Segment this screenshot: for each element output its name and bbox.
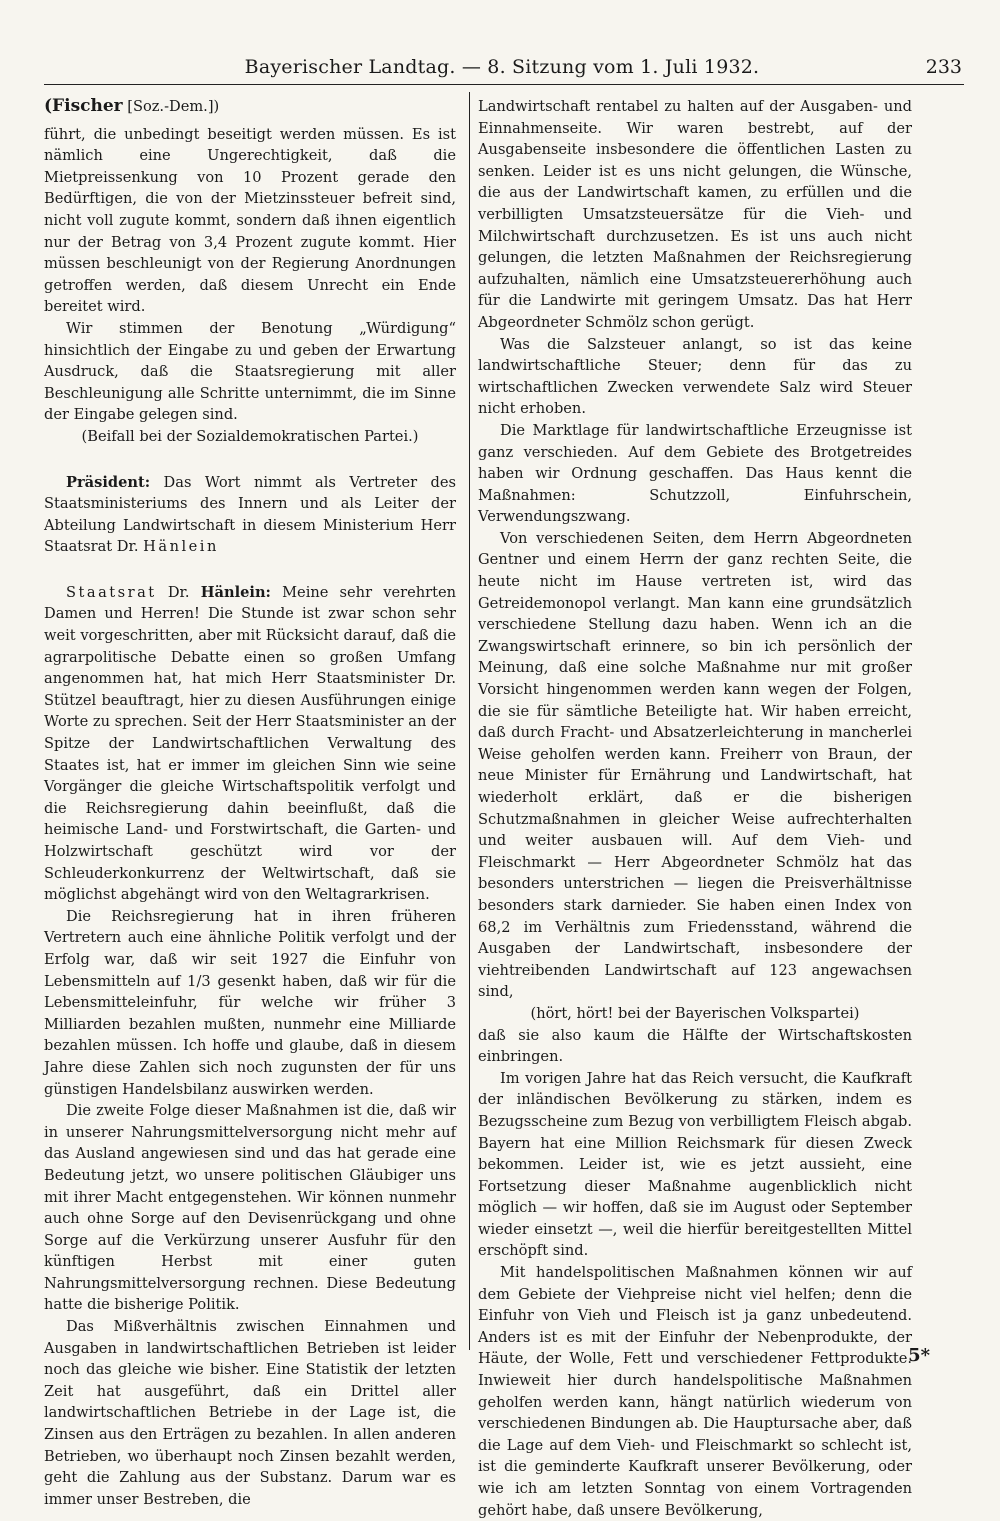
running-header	[42, 56, 962, 82]
speaker-title: Staatsrat	[66, 583, 157, 601]
president-named-speaker: Hänlein	[143, 538, 219, 556]
president-text: Das Wort nimmt als Vertreter des Staatsministeriums des Innern und als Leiter der Abteilung Landwirtschaft in diesem Ministerium Herr Staatsrat Dr.	[44, 473, 456, 556]
paragraph: Von verschiedenen Seiten, dem Herrn Abgeordneten Gentner und einem Herrn der ganz rechten Seite, die heute nicht im Hause vertreten ist, wird das Getreidemonopol verlangt. Man kann eine grundsätzlich verschiedene Stellung dazu haben. Wenn ich an die Zwangswirtschaft erinnere, so bin ich persönlich der Meinung, daß eine solche Maßnahme nur mit großer Vorsicht hingenommen werden kann wegen der Folgen, die sie für sämtliche Beteiligte hat. Wir haben erreicht, daß durch Fracht- und Absatzerleichterung in mancherlei Weise geholfen werden kann. Freiherr von Braun, der neue Minister für Ernährung und Landwirtschaft, hat wiederholt erklärt, daß er die bisherigen Schutzmaßnahmen in gleicher Weise aufrechterhalten und weiter ausbauen will. Auf dem Vieh- und Fleischmarkt — Herr Abgeordneter Schmölz hat das besonders unterstrichen — liegen die Preisverhältnisse besonders stark darnieder. Sie haben einen Index von 68,2 im Verhältnis zum Friedensstand, während die Ausgaben der Landwirtschaft, insbesondere der viehtreibenden Landwirtschaft auf 123 angewachsen sind,	[478, 529, 912, 1001]
paragraph: Landwirtschaft rentabel zu halten auf der Ausgaben- und Einnahmenseite. Wir waren bestrebt, auf der Ausgabenseite insbesondere die öffentlichen Lasten zu senken. Leider ist es uns nicht gelungen, die Wünsche, die aus der Landwirtschaft kamen, zu erfüllen und die verbilligten Umsatzsteuersätze für die Vieh- und Milchwirtschaft durchzusetzen. Es ist uns auch nicht gelungen, die letzten Maßnahmen der Reichsregierung aufzuhalten, nämlich eine Umsatzsteuererhöhung auch für die Landwirte mit geringem Umsatz. Das hat Herr Abgeordneter Schmölz schon gerügt.	[478, 98, 912, 331]
president-label: Präsident:	[66, 473, 151, 491]
interjection-note: (hört, hört! bei der Bayerischen Volkspartei)	[530, 1004, 860, 1022]
paragraph: Was die Salzsteuer anlangt, so ist das keine landwirtschaftliche Steuer; denn für das zu wirtschaftlichen Zwecken verwendete Salz wird Steuer nicht erhoben.	[478, 335, 912, 418]
header-rule	[44, 84, 964, 85]
speaker-dr: Dr.	[156, 583, 201, 601]
page-number: 233	[925, 56, 962, 78]
speech-haenlein	[44, 582, 456, 906]
president-statement	[44, 472, 456, 558]
paragraph: Im vorigen Jahre hat das Reich versucht, die Kaufkraft der inländischen Bevölkerung zu stärken, indem es Bezugsscheine zum Bezug von verbilligtem Fleisch abgab. Bayern hat eine Million Reichsmark für diesen Zweck bekommen. Leider ist, wie es jetzt aussieht, eine Fortsetzung dieser Maßnahme augenblicklich nicht möglich — wir hoffen, daß sie im August oder September wieder einsetzt —, weil die hierfür bereitgestellten Mittel erschöpft sind.	[478, 1069, 912, 1260]
signature-mark: 5*	[908, 1345, 930, 1366]
speaker-name-haenlein: Hänlein:	[200, 583, 271, 601]
paragraph: Wir stimmen der Benotung „Würdigung“ hinsichtlich der Eingabe zu und geben der Erwartung Ausdruck, daß die Staatsregierung mit aller Beschleunigung alle Schritte unternimmt, die im Sinne der Eingabe gelegen sind.	[44, 319, 456, 424]
speaker-heading-fischer	[44, 96, 456, 118]
header-title: Bayerischer Landtag. — 8. Sitzung vom 1. Juli 1932.	[244, 56, 760, 78]
paragraph: Die Marktlage für landwirtschaftliche Erzeugnisse ist ganz verschieden. Auf dem Gebiete des Brotgetreides haben wir Ordnung geschaffen. Das Haus kennt die Maßnahmen: Schutzzoll, Einfuhrschein, Verwendungszwang.	[478, 421, 912, 526]
paragraph: führt, die unbedingt beseitigt werden müssen. Es ist nämlich eine Ungerechtigkeit, daß die Mietpreissenkung von 10 Prozent gerade den Bedürftigen, die von der Mietzinssteuer befreit sind, nicht voll zugute kommt, sondern daß ihnen eigentlich nur der Betrag von 3,4 Prozent zugute kommt. Hier müssen beschleunigt von der Regierung Anordnungen getroffen werden, daß diesem Unrecht ein Ende bereitet wird.	[44, 125, 456, 316]
speaker-name: (Fischer	[44, 96, 123, 116]
speaker-party: [Soz.-Dem.])	[122, 98, 220, 115]
paragraph: Mit handelspolitischen Maßnahmen können wir auf dem Gebiete der Viehpreise nicht viel helfen; denn die Einfuhr von Vieh und Fleisch ist ja ganz unbedeutend. Anders ist es mit der Einfuhr der Nebenprodukte, der Häute, der Wolle, Fett und verschiedener Fettprodukte. Inwieweit hier durch handelspolitische Maßnahmen geholfen werden kann, hängt natürlich wiederum von verschiedenen Bindungen ab. Die Hauptursache aber, daß die Lage auf dem Vieh- und Fleischmarkt so schlecht ist, ist die geminderte Kaufkraft unserer Bevölkerung, oder wie ich am letzten Sonntag von einem Vortragenden gehört habe, daß unsere Bevölkerung,	[478, 1264, 912, 1519]
column-divider	[469, 92, 470, 1350]
paragraph-text: Meine sehr verehrten Damen und Herren! Die Stunde ist zwar schon sehr weit vorgeschritten, aber mit Rücksicht darauf, daß die agrarpolitische Debatte einen so großen Umfang angenommen hat, hat mich Herr Staatsminister Dr. Stützel beauftragt, hier zu diesen Ausführungen einige Worte zu sprechen. Seit der Herr Staatsminister an der Spitze der Landwirtschaftlichen Verwaltung des Staates ist, hat er immer im gleichen Sinn wie seine Vorgänger die gleiche Wirtschaftspolitik verfolgt und die Reichsregierung dahin beeinflußt, daß die heimische Land- und Forstwirtschaft, die Garten- und Holzwirtschaft geschützt wird vor der Schleuderkonkurrenz der Weltwirtschaft, daß sie möglichst abgehängt wird von den Weltagrarkrisen.	[44, 583, 456, 904]
left-column	[44, 96, 456, 1510]
right-column	[478, 96, 912, 1521]
paragraph: daß sie also kaum die Hälfte der Wirtschaftskosten einbringen.	[478, 1026, 912, 1066]
paragraph: Die zweite Folge dieser Maßnahmen ist die, daß wir in unserer Nahrungsmittelversorgung nicht mehr auf das Ausland angewiesen sind und das hat gerade eine Bedeutung jetzt, wo unsere politischen Gläubiger uns mit ihrer Macht entgegenstehen. Wir können nunmehr auch ohne Sorge auf den Devisenrückgang und ohne Sorge auf die Verkürzung unserer Ausfuhr für den künftigen Herbst mit einer guten Nahrungsmittelversorgung rechnen. Diese Bedeutung hatte die bisherige Politik.	[44, 1102, 456, 1314]
paragraph: Das Mißverhältnis zwischen Einnahmen und Ausgaben in landwirtschaftlichen Betrieben ist leider noch das gleiche wie bisher. Eine Statistik der letzten Zeit hat ausgeführt, daß ein Drittel aller landwirtschaftlichen Betriebe in der Lage ist, die Zinsen aus den Erträgen zu bezahlen. In allen anderen Betrieben, wo überhaupt noch Zinsen bezahlt werden, geht die Zahlung aus der Substanz. Darum war es immer unser Bestreben, die	[44, 1318, 456, 1508]
paragraph: Die Reichsregierung hat in ihren früheren Vertretern auch eine ähnliche Politik verfolgt und der Erfolg war, daß wir seit 1927 die Einfuhr von Lebensmitteln auf 1/3 gesenkt haben, daß wir für die Lebensmitteleinfuhr, für welche wir früher 3 Milliarden bezahlen mußten, nunmehr eine Milliarde bezahlen müssen. Ich hoffe und glaube, daß in diesem Jahre diese Zahlen sich noch zugunsten der für uns günstigen Handelsbilanz auswirken werden.	[44, 907, 456, 1098]
applause-note: (Beifall bei der Sozialdemokratischen Partei.)	[81, 427, 419, 445]
